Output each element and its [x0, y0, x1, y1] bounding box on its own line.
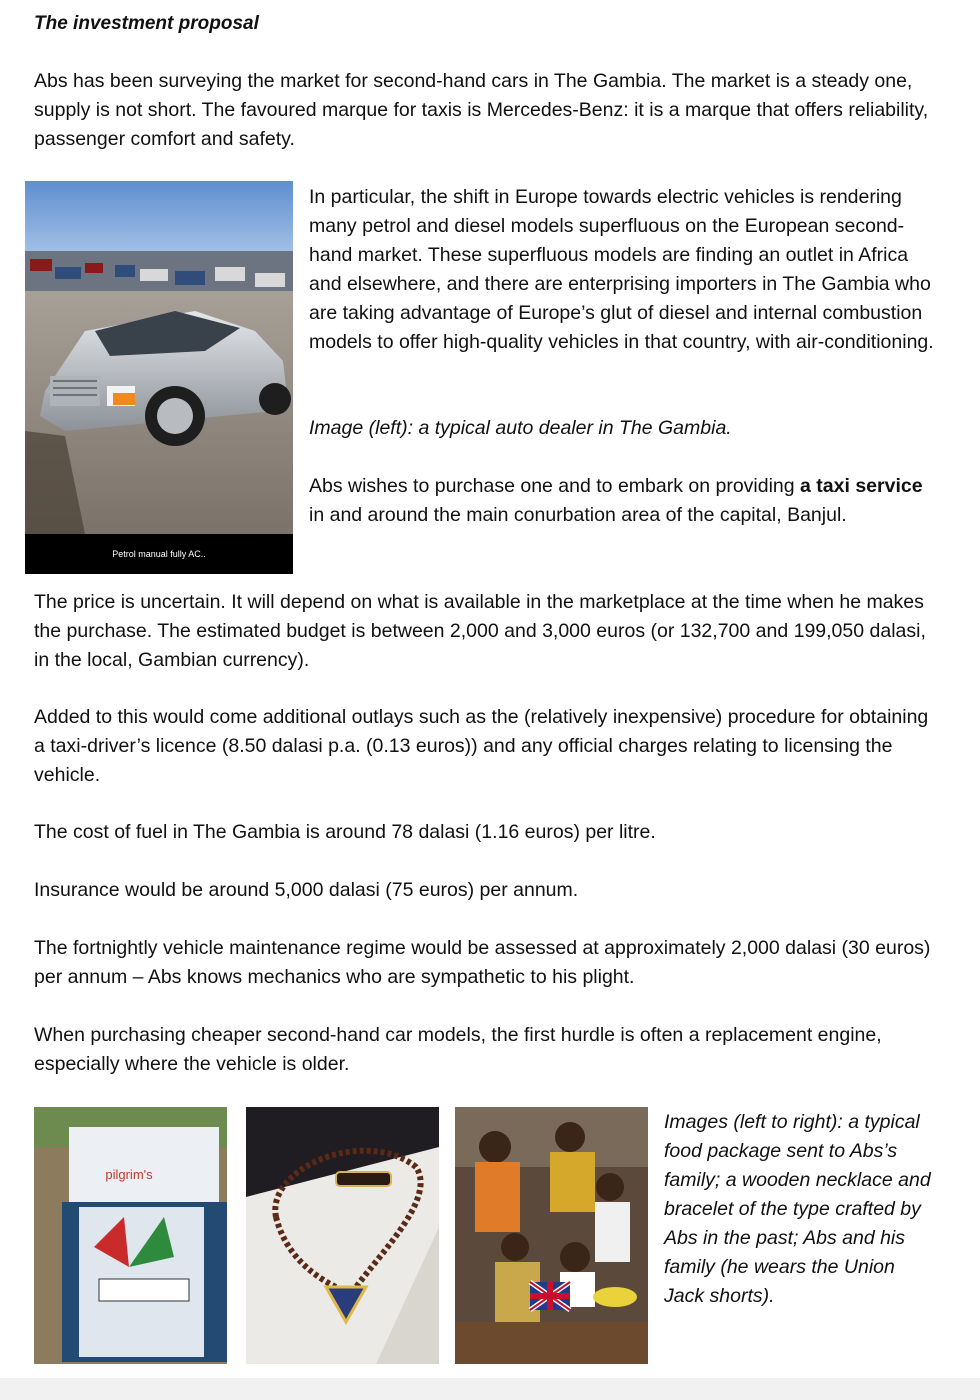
intro-paragraph: Abs has been surveying the market for second-hand cars in The Gambia. The market is a steady one, supply is not short. The favoured marque for taxis is Mercedes-Benz: it is a marque that offers reliability, passenger comfort and safety. — [34, 70, 929, 150]
insurance-paragraph: Insurance would be around 5,000 dalasi (75 euros) per annum. — [34, 879, 579, 901]
engine-paragraph: When purchasing cheaper second-hand car models, the first hurdle is often a replacement engine, especially where the vehicle is older. — [34, 1024, 882, 1075]
bottom-images-caption: Images (left to right): a typical food package sent to Abs’s family; a wooden necklace and bracelet of the type crafted by Abs in the past; Abs and his family (he wears the Union Jack shorts). — [664, 1111, 931, 1307]
car-image-caption: Image (left): a typical auto dealer in The Gambia. — [309, 417, 732, 439]
section-heading: The investment proposal — [34, 13, 259, 34]
maintenance-paragraph: The fortnightly vehicle maintenance regime would be assessed at approximately 2,000 dalasi (30 euros) per annum – Abs knows mechanics who are sympathetic to his plight. — [34, 937, 931, 988]
taxi-service-paragraph: Abs wishes to purchase one and to embark on providing a taxi service in and around the main conurbation area of the capital, Banjul. — [309, 475, 923, 526]
wooden-necklace-photo — [246, 1107, 439, 1364]
page-bottom-edge — [0, 1378, 980, 1400]
food-package-label: pilgrim's — [105, 1167, 153, 1182]
food-package-photo — [34, 1107, 227, 1364]
car-dealer-photo — [25, 181, 293, 574]
electric-shift-paragraph: In particular, the shift in Europe towards electric vehicles is rendering many petrol and diesel models superfluous on the European second-hand market. These superfluous models are finding an outlet in Africa and elsewhere, and there are enterprising importers in The Gambia who are taking advantage of Europe’s glut of diesel and internal combustion models to offer high-quality vehicles in that country, with air-conditioning. — [309, 186, 934, 353]
price-paragraph: The price is uncertain. It will depend on what is available in the marketplace at the time when he makes the purchase. The estimated budget is between 2,000 and 3,000 euros (or 132,700 and 199,050 dalasi, in the local, Gambian currency). — [34, 591, 926, 671]
outlays-paragraph: Added to this would come additional outlays such as the (relatively inexpensive) procedure for obtaining a taxi-driver’s licence (8.50 dalasi p.a. (0.13 euros)) and any official charges relating to licensing the vehicle. — [34, 706, 929, 786]
taxi-service-emphasis: a taxi service — [800, 475, 923, 497]
family-photo — [455, 1107, 648, 1364]
fuel-cost-paragraph: The cost of fuel in The Gambia is around 78 dalasi (1.16 euros) per litre. — [34, 821, 656, 843]
car-photo-caption: Petrol manual fully AC.. — [25, 534, 293, 574]
